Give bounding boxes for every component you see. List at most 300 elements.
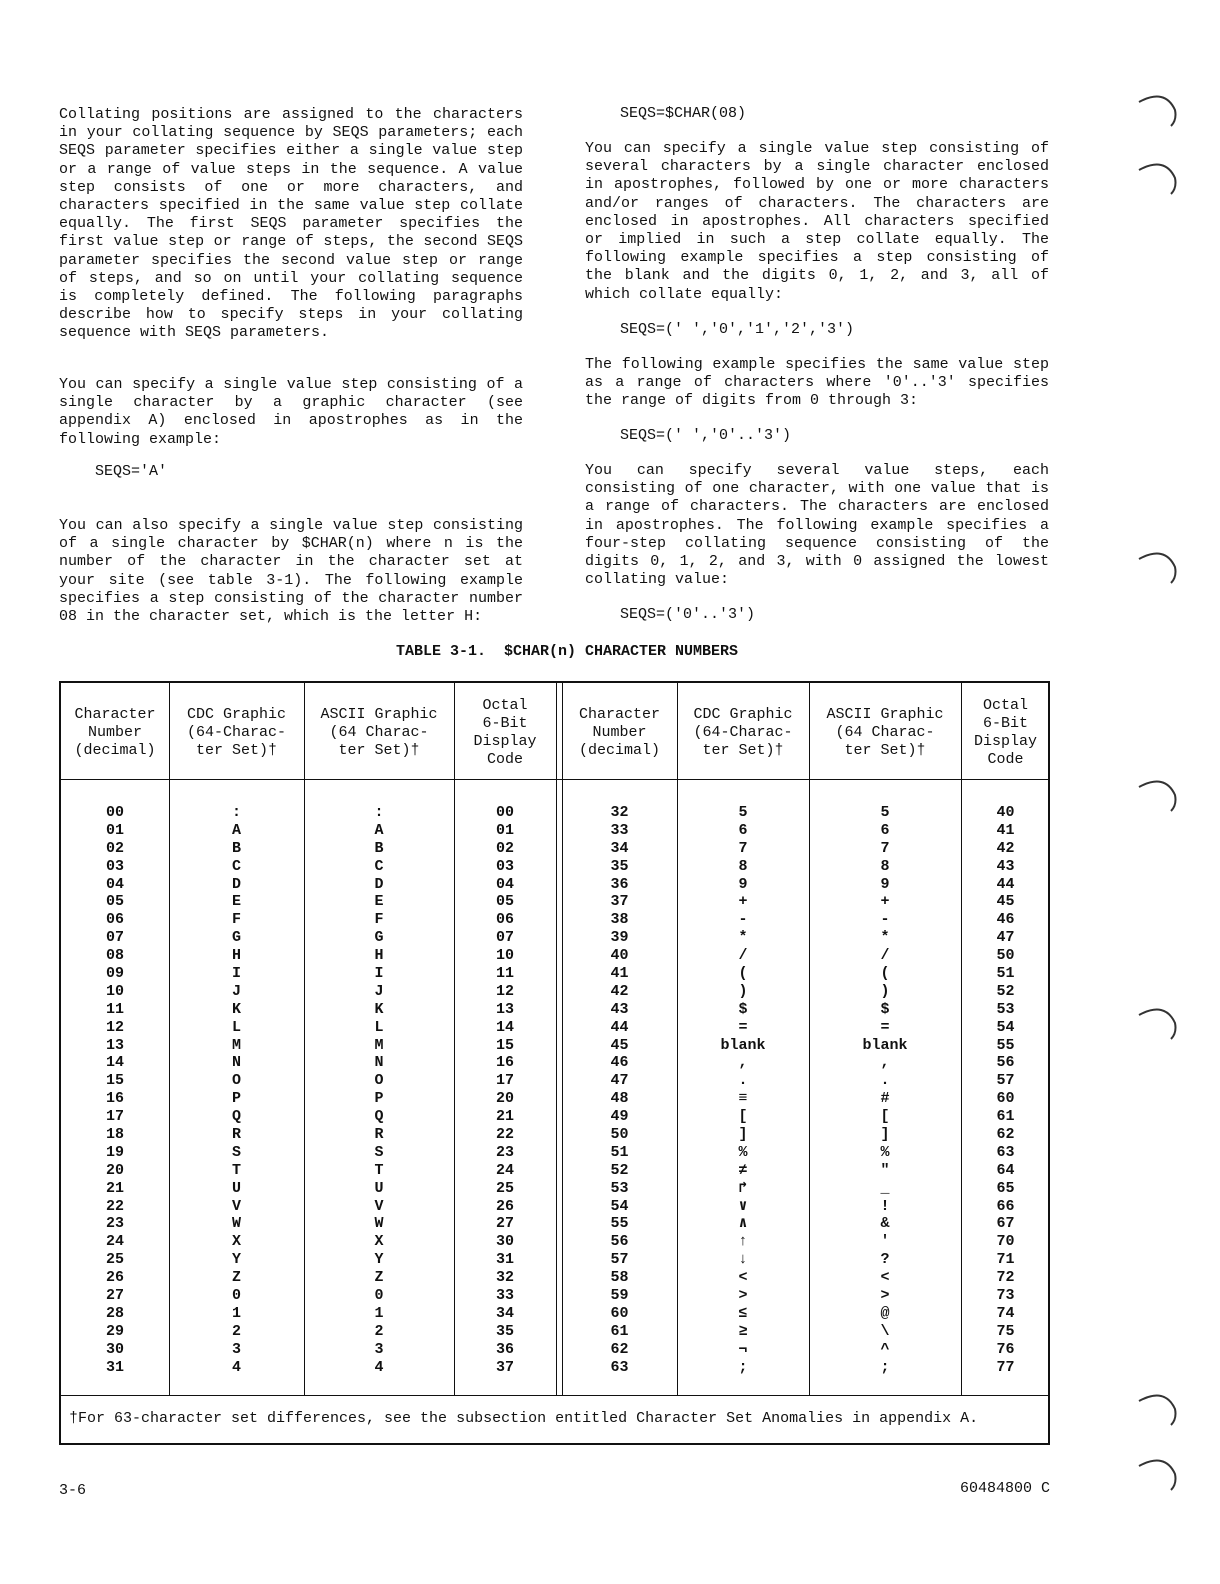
- table-cell: 23: [495, 1143, 514, 1161]
- table-cell: 15: [105, 1072, 124, 1090]
- table-cell: U: [374, 1179, 384, 1197]
- table-cell: 29: [105, 1322, 124, 1340]
- table-column: [809, 804, 961, 1377]
- table-cell: *: [880, 929, 890, 947]
- table-cell: 11: [495, 965, 514, 983]
- table-cell: 37: [610, 893, 629, 911]
- table-cell: F: [374, 911, 384, 929]
- paragraph: You can also specify a single value step consisting of a single character by $CHAR(n) where n is the number of the character in the character set at your site (see table 3-1). The following example specifies a step consisting of the character number 08 in the character set, which is the letter H:: [59, 517, 523, 626]
- table-cell: 71: [996, 1251, 1015, 1269]
- table-cell: 8: [880, 857, 890, 875]
- table-cell: blank: [862, 1036, 908, 1054]
- table-cell: 49: [610, 1108, 629, 1126]
- table-cell: 20: [495, 1090, 514, 1108]
- table-cell: D: [374, 875, 384, 893]
- table-cell: 0: [374, 1287, 384, 1305]
- code-example: SEQS=('0'..'3'): [620, 606, 756, 623]
- table-cell: 67: [996, 1215, 1015, 1233]
- table-cell: 26: [105, 1269, 124, 1287]
- table-cell: N: [374, 1054, 384, 1072]
- table-cell: $: [880, 1000, 890, 1018]
- header-line: ter Set)†: [195, 742, 277, 759]
- table-cell: A: [374, 821, 384, 839]
- table-cell: 6: [880, 821, 890, 839]
- table-cell: 70: [996, 1233, 1015, 1251]
- table-cell: <: [738, 1269, 748, 1287]
- table-cell: J: [374, 982, 384, 1000]
- binder-hole-icon: [1135, 545, 1185, 585]
- header-line: Octal: [482, 697, 528, 714]
- binder-hole-icon: [1135, 773, 1185, 813]
- paragraph: You can specify a single value step consisting of several characters by a single character enclosed in apostrophes, followed by one or more characters and/or ranges of characters. The characters are enclosed in apostrophes. All characters specified or implied in such a step collate equally. The following example specifies a step consisting of the blank and the digits 0, 1, 2, and 3, all of which collate equally:: [585, 140, 1049, 303]
- table-cell: 07: [105, 929, 124, 947]
- table-cell: ]: [880, 1126, 890, 1144]
- table-column: [961, 804, 1050, 1377]
- table-cell: 48: [610, 1090, 629, 1108]
- table-cell: ↓: [738, 1251, 748, 1269]
- table-cell: 03: [495, 857, 514, 875]
- table-cell: +: [738, 893, 748, 911]
- table-cell: ): [738, 982, 748, 1000]
- table-cell: M: [374, 1036, 384, 1054]
- paragraph: You can specify several value steps, each consisting of one character, with one value that is a range of characters. The characters are enclosed in apostrophes. The following example specifies a four-step collating sequence consisting of the digits 0, 1, 2, and 3, with 0 assigned the lowest collating value:: [585, 462, 1049, 589]
- table-cell: M: [231, 1036, 241, 1054]
- header-line: (64 Charac-: [835, 724, 935, 741]
- table-cell: S: [374, 1143, 384, 1161]
- column-header: [61, 706, 169, 760]
- table-cell: V: [231, 1197, 241, 1215]
- paragraph: The following example specifies the same value step as a range of characters where '0'..'3' specifies the range of digits from 0 through 3:: [585, 356, 1049, 410]
- table-cell: X: [374, 1233, 384, 1251]
- table-cell: 00: [495, 804, 514, 821]
- table-cell: 07: [495, 929, 514, 947]
- table-cell: 5: [738, 804, 748, 821]
- table-cell: 19: [105, 1143, 124, 1161]
- table-cell: 61: [996, 1108, 1015, 1126]
- table-cell: ,: [738, 1054, 748, 1072]
- table-cell: 64: [996, 1161, 1015, 1179]
- header-line: Character: [74, 706, 156, 723]
- table-cell: ': [880, 1233, 890, 1251]
- table-cell: H: [374, 947, 384, 965]
- table-cell: 16: [495, 1054, 514, 1072]
- table-cell: E: [231, 893, 241, 911]
- table-cell: R: [231, 1126, 241, 1144]
- header-line: Number: [592, 724, 647, 741]
- table-cell: 24: [495, 1161, 514, 1179]
- table-cell: :: [374, 804, 384, 821]
- table-cell: <: [880, 1269, 890, 1287]
- table-cell: \: [880, 1322, 890, 1340]
- table-cell: 54: [996, 1018, 1015, 1036]
- table-cell: (: [880, 965, 890, 983]
- column-header: [169, 706, 304, 760]
- table-cell: 62: [996, 1126, 1015, 1144]
- table-cell: 12: [495, 982, 514, 1000]
- table-cell: 13: [495, 1000, 514, 1018]
- column-header: [454, 697, 556, 769]
- table-cell: 36: [495, 1340, 514, 1358]
- table-cell: 72: [996, 1269, 1015, 1287]
- table-cell: 58: [610, 1269, 629, 1287]
- table-cell: 01: [105, 821, 124, 839]
- table-cell: 45: [610, 1036, 629, 1054]
- table-cell: #: [880, 1090, 890, 1108]
- table-cell: 43: [610, 1000, 629, 1018]
- table-cell: 10: [495, 947, 514, 965]
- table-cell: 15: [495, 1036, 514, 1054]
- table-cell: 32: [610, 804, 629, 821]
- table-cell: 14: [105, 1054, 124, 1072]
- table-cell: 30: [495, 1233, 514, 1251]
- table-cell: 53: [996, 1000, 1015, 1018]
- table-cell: 47: [996, 929, 1015, 947]
- character-table: [59, 681, 1050, 1445]
- table-cell: 42: [996, 839, 1015, 857]
- table-cell: P: [374, 1090, 384, 1108]
- right-column: [585, 140, 1049, 304]
- table-cell: 2: [374, 1322, 384, 1340]
- column-header: [809, 706, 961, 760]
- table-cell: 18: [105, 1126, 124, 1144]
- table-cell: 4: [231, 1358, 241, 1376]
- table-cell: ]: [738, 1126, 748, 1144]
- table-cell: 3: [231, 1340, 241, 1358]
- table-cell: W: [374, 1215, 384, 1233]
- table-cell: 27: [495, 1215, 514, 1233]
- table-cell: ): [880, 982, 890, 1000]
- table-cell: 63: [610, 1358, 629, 1376]
- table-cell: @: [880, 1304, 890, 1322]
- table-cell: *: [738, 929, 748, 947]
- table-cell: 46: [996, 911, 1015, 929]
- table-cell: 22: [495, 1126, 514, 1144]
- table-cell: 17: [495, 1072, 514, 1090]
- table-cell: 32: [495, 1269, 514, 1287]
- table-cell: 06: [495, 911, 514, 929]
- header-line: (64-Charac-: [186, 724, 287, 741]
- table-cell: J: [231, 982, 241, 1000]
- header-line: Octal: [982, 697, 1028, 714]
- table-cell: ;: [738, 1358, 748, 1376]
- table-cell: ∧: [738, 1215, 748, 1233]
- table-cell: 6: [738, 821, 748, 839]
- table-cell: 27: [105, 1287, 124, 1305]
- table-cell: ≤: [738, 1304, 748, 1322]
- paragraph: Collating positions are assigned to the characters in your collating sequence by SEQS parameters; each SEQS parameter specifies either a single value step or a range of value steps in the sequence. A value step consists of one or more characters, and characters specified in the same value step collate equally. The first SEQS parameter specifies the first value step or range of steps, the second SEQS parameter specifies the second value step or range of steps, and so on until your collating sequence is completely defined. The following paragraphs describe how to specify steps in your collating sequence with SEQS parameters.: [59, 106, 523, 342]
- table-column: [61, 804, 169, 1377]
- table-cell: +: [880, 893, 890, 911]
- table-cell: 2: [231, 1322, 241, 1340]
- table-cell: ": [880, 1161, 890, 1179]
- table-cell: Z: [374, 1269, 384, 1287]
- table-cell: ≠: [738, 1161, 748, 1179]
- table-cell: 21: [495, 1108, 514, 1126]
- page-number: 3-6: [59, 1482, 87, 1499]
- table-cell: 50: [610, 1126, 629, 1144]
- code-example: SEQS=$CHAR(08): [620, 105, 747, 122]
- table-cell: A: [231, 821, 241, 839]
- table-cell: 41: [996, 821, 1015, 839]
- table-cell: 42: [610, 982, 629, 1000]
- table-cell: 5: [880, 804, 890, 821]
- table-cell: 20: [105, 1161, 124, 1179]
- table-cell: 74: [996, 1304, 1015, 1322]
- header-line: (decimal): [74, 742, 156, 759]
- table-column: [304, 804, 454, 1377]
- header-line: ASCII Graphic: [320, 706, 438, 723]
- table-cell: Z: [231, 1269, 241, 1287]
- table-column: [677, 804, 809, 1377]
- table-cell: >: [738, 1287, 748, 1305]
- table-cell: 25: [105, 1251, 124, 1269]
- table-cell: ,: [880, 1054, 890, 1072]
- table-cell: ?: [880, 1251, 890, 1269]
- table-cell: P: [231, 1090, 241, 1108]
- table-cell: 8: [738, 857, 748, 875]
- table-cell: 17: [105, 1108, 124, 1126]
- table-cell: 12: [105, 1018, 124, 1036]
- column-divider: [556, 683, 557, 1395]
- table-cell: 09: [105, 965, 124, 983]
- table-cell: 38: [610, 911, 629, 929]
- table-cell: 04: [105, 875, 124, 893]
- table-cell: -: [738, 911, 748, 929]
- column-header: [304, 706, 454, 760]
- column-header: [961, 697, 1050, 769]
- table-cell: 51: [610, 1143, 629, 1161]
- table-cell: D: [231, 875, 241, 893]
- table-cell: 55: [996, 1036, 1015, 1054]
- table-cell: 55: [610, 1215, 629, 1233]
- table-cell: W: [231, 1215, 241, 1233]
- table-cell: Q: [231, 1108, 241, 1126]
- header-line: CDC Graphic: [693, 706, 793, 723]
- table-cell: 1: [374, 1304, 384, 1322]
- table-cell: /: [880, 947, 890, 965]
- table-cell: $: [738, 1000, 748, 1018]
- table-cell: 75: [996, 1322, 1015, 1340]
- table-cell: 53: [610, 1179, 629, 1197]
- table-cell: 33: [610, 821, 629, 839]
- table-cell: 30: [105, 1340, 124, 1358]
- table-cell: %: [880, 1143, 890, 1161]
- table-cell: 47: [610, 1072, 629, 1090]
- table-cell: 52: [610, 1161, 629, 1179]
- table-cell: ^: [880, 1340, 890, 1358]
- table-cell: 36: [610, 875, 629, 893]
- table-cell: 16: [105, 1090, 124, 1108]
- table-cell: B: [231, 839, 241, 857]
- table-cell: I: [374, 965, 384, 983]
- header-line: Code: [486, 751, 523, 768]
- table-cell: 06: [105, 911, 124, 929]
- left-column: [59, 106, 523, 343]
- header-line: Number: [87, 724, 142, 741]
- code-example: SEQS='A': [95, 463, 168, 480]
- table-cell: T: [374, 1161, 384, 1179]
- column-header: [677, 706, 809, 760]
- table-cell: G: [231, 929, 241, 947]
- code-example: SEQS=(' ','0'..'3'): [620, 427, 792, 444]
- table-cell: 04: [495, 875, 514, 893]
- table-cell: 41: [610, 965, 629, 983]
- table-cell: /: [738, 947, 748, 965]
- table-cell: 46: [610, 1054, 629, 1072]
- table-cell: ;: [880, 1358, 890, 1376]
- binder-hole-icon: [1135, 1387, 1185, 1427]
- table-cell: 50: [996, 947, 1015, 965]
- table-cell: 9: [738, 875, 748, 893]
- table-cell: 31: [495, 1251, 514, 1269]
- table-cell: O: [374, 1072, 384, 1090]
- table-column: [562, 804, 677, 1377]
- table-cell: 21: [105, 1179, 124, 1197]
- table-cell: 4: [374, 1358, 384, 1376]
- table-cell: 0: [231, 1287, 241, 1305]
- table-cell: 9: [880, 875, 890, 893]
- table-cell: 57: [610, 1251, 629, 1269]
- table-column: [169, 804, 304, 1377]
- table-cell: 60: [610, 1304, 629, 1322]
- left-column-p2: [59, 376, 523, 449]
- header-line: ter Set)†: [702, 742, 784, 759]
- header-line: Display: [473, 733, 537, 750]
- right-column-p3: [585, 462, 1049, 589]
- table-cell: Q: [374, 1108, 384, 1126]
- left-column-p3: [59, 517, 523, 626]
- table-cell: 35: [610, 857, 629, 875]
- table-cell: :: [231, 804, 241, 821]
- table-cell: K: [231, 1000, 241, 1018]
- table-cell: 76: [996, 1340, 1015, 1358]
- table-cell: 45: [996, 893, 1015, 911]
- table-cell: 03: [105, 857, 124, 875]
- table-cell: 14: [495, 1018, 514, 1036]
- table-cell: _: [880, 1179, 890, 1197]
- header-line: Display: [973, 733, 1037, 750]
- table-cell: ≡: [738, 1090, 748, 1108]
- table-cell: 63: [996, 1143, 1015, 1161]
- table-cell: 02: [105, 839, 124, 857]
- table-cell: K: [374, 1000, 384, 1018]
- table-cell: 43: [996, 857, 1015, 875]
- table-cell: ↱: [738, 1179, 748, 1197]
- header-line: 6-Bit: [482, 715, 528, 732]
- table-cell: N: [231, 1054, 241, 1072]
- table-cell: .: [738, 1072, 748, 1090]
- table-cell: %: [738, 1143, 748, 1161]
- header-line: Character: [578, 706, 660, 723]
- table-cell: !: [880, 1197, 890, 1215]
- table-cell: 05: [495, 893, 514, 911]
- table-cell: ≥: [738, 1322, 748, 1340]
- header-line: (64-Charac-: [693, 724, 793, 741]
- header-line: (64 Charac-: [329, 724, 429, 741]
- table-cell: 51: [996, 965, 1015, 983]
- table-cell: (: [738, 965, 748, 983]
- table-cell: 60: [996, 1090, 1015, 1108]
- table-cell: Y: [231, 1251, 241, 1269]
- table-cell: R: [374, 1126, 384, 1144]
- table-cell: 01: [495, 821, 514, 839]
- table-cell: L: [231, 1018, 241, 1036]
- table-cell: 40: [610, 947, 629, 965]
- table-cell: ↑: [738, 1233, 748, 1251]
- table-cell: C: [231, 857, 241, 875]
- table-cell: 56: [996, 1054, 1015, 1072]
- table-cell: L: [374, 1018, 384, 1036]
- header-line: ASCII Graphic: [826, 706, 944, 723]
- table-column: [454, 804, 556, 1377]
- table-cell: 08: [105, 947, 124, 965]
- table-cell: 10: [105, 982, 124, 1000]
- header-line: 6-Bit: [982, 715, 1028, 732]
- table-cell: blank: [720, 1036, 766, 1054]
- table-cell: 57: [996, 1072, 1015, 1090]
- table-cell: 54: [610, 1197, 629, 1215]
- table-cell: 02: [495, 839, 514, 857]
- binder-hole-icon: [1135, 1001, 1185, 1041]
- table-cell: H: [231, 947, 241, 965]
- table-cell: 26: [495, 1197, 514, 1215]
- table-cell: S: [231, 1143, 241, 1161]
- binder-hole-icon: [1135, 88, 1185, 128]
- table-cell: 3: [374, 1340, 384, 1358]
- table-cell: 44: [610, 1018, 629, 1036]
- column-header: [562, 706, 677, 760]
- header-line: Code: [987, 751, 1024, 768]
- table-cell: -: [880, 911, 890, 929]
- right-column-p2: [585, 356, 1049, 411]
- table-cell: 52: [996, 982, 1015, 1000]
- table-cell: X: [231, 1233, 241, 1251]
- table-cell: 77: [996, 1358, 1015, 1376]
- code-example: SEQS=(' ','0','1','2','3'): [620, 321, 855, 338]
- table-cell: 00: [105, 804, 124, 821]
- table-cell: V: [374, 1197, 384, 1215]
- table-cell: 34: [610, 839, 629, 857]
- table-cell: 56: [610, 1233, 629, 1251]
- table-cell: U: [231, 1179, 241, 1197]
- table-cell: 59: [610, 1287, 629, 1305]
- binder-hole-icon: [1135, 1452, 1185, 1492]
- table-cell: 33: [495, 1287, 514, 1305]
- binder-hole-icon: [1135, 156, 1185, 196]
- table-cell: [: [738, 1108, 748, 1126]
- table-cell: 65: [996, 1179, 1015, 1197]
- table-cell: O: [231, 1072, 241, 1090]
- table-cell: G: [374, 929, 384, 947]
- table-cell: 31: [105, 1358, 124, 1376]
- table-cell: I: [231, 965, 241, 983]
- header-line: CDC Graphic: [186, 706, 287, 723]
- table-cell: 05: [105, 893, 124, 911]
- table-cell: T: [231, 1161, 241, 1179]
- table-cell: 7: [880, 839, 890, 857]
- table-cell: 13: [105, 1036, 124, 1054]
- table-cell: 40: [996, 804, 1015, 821]
- table-cell: B: [374, 839, 384, 857]
- table-cell: ¬: [738, 1340, 748, 1358]
- table-cell: 44: [996, 875, 1015, 893]
- table-cell: 73: [996, 1287, 1015, 1305]
- table-cell: &: [880, 1215, 890, 1233]
- table-title: TABLE 3-1. $CHAR(n) CHARACTER NUMBERS: [396, 643, 739, 660]
- document-number: 60484800 C: [960, 1480, 1051, 1497]
- table-cell: 62: [610, 1340, 629, 1358]
- header-line: (decimal): [578, 742, 660, 759]
